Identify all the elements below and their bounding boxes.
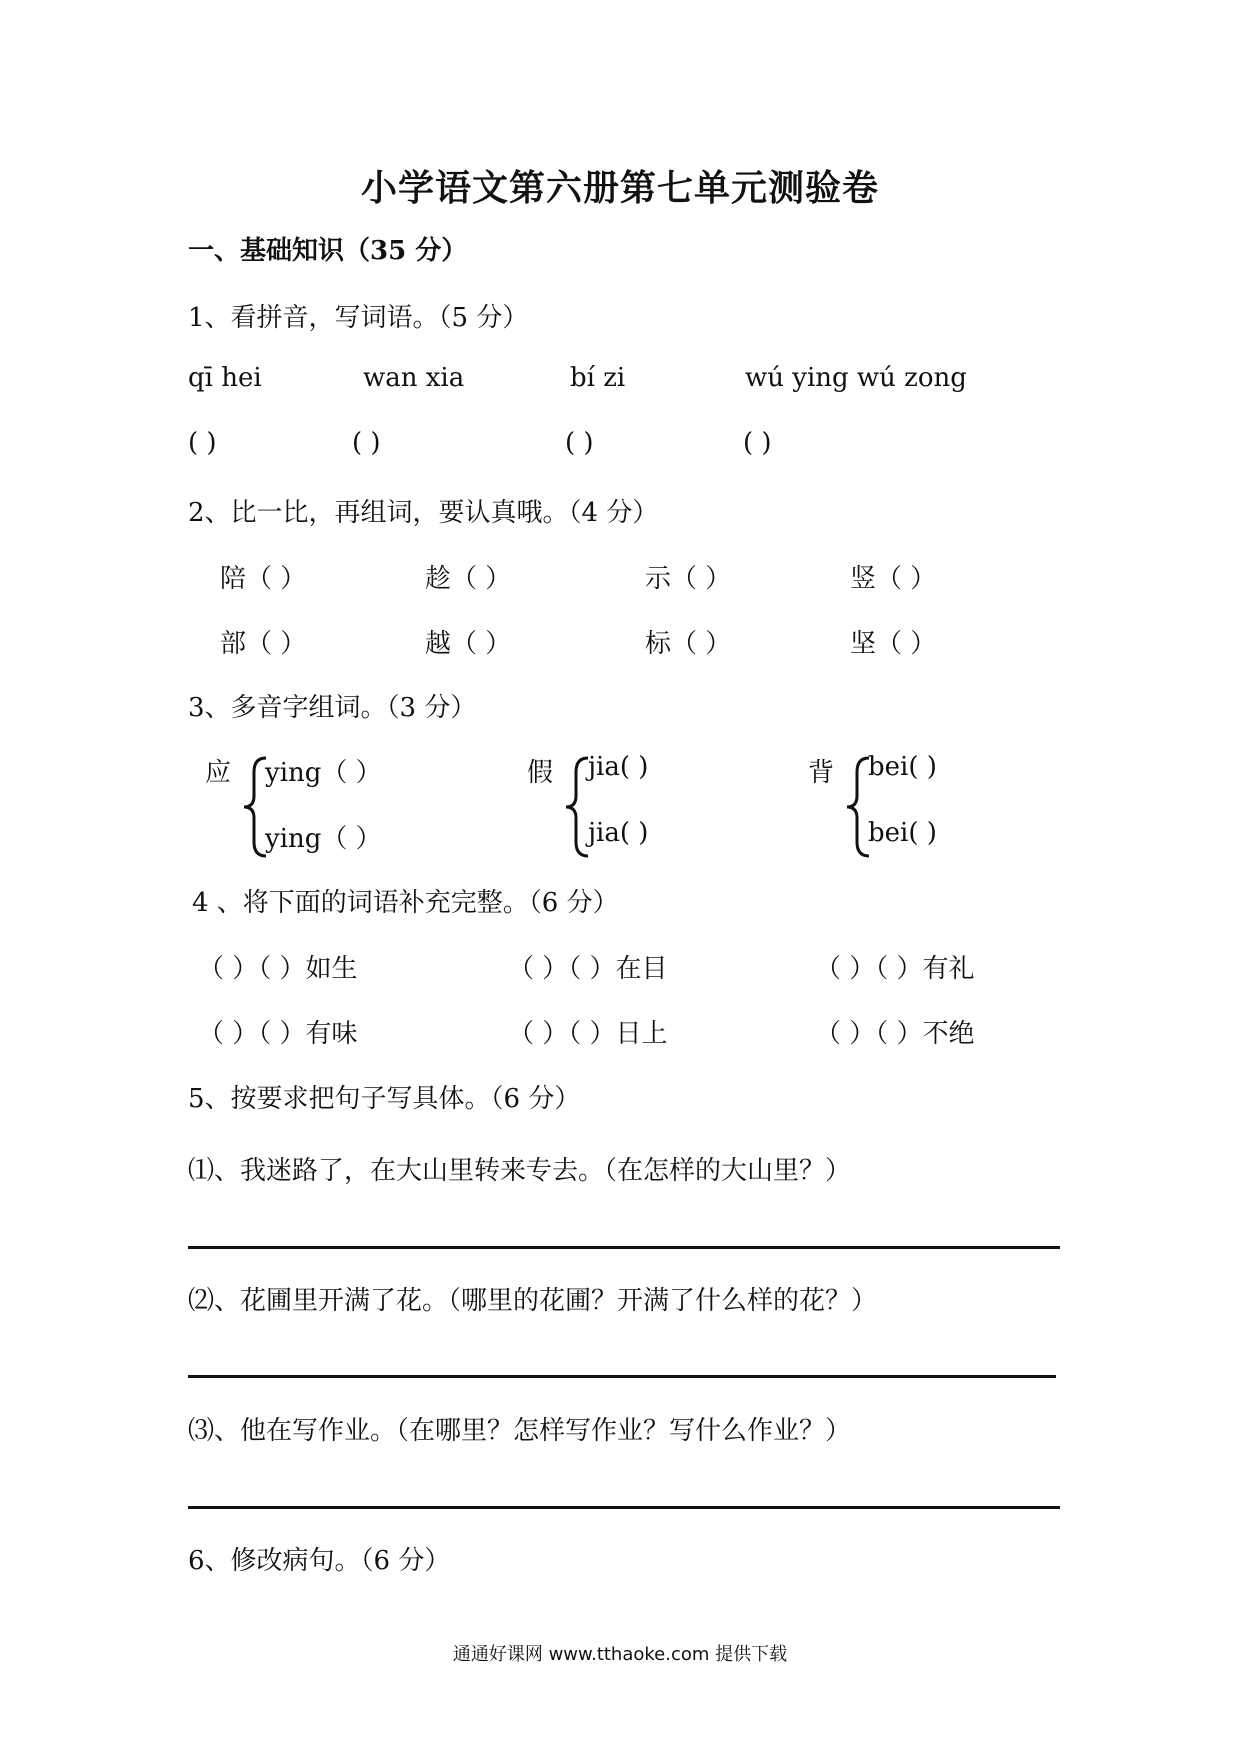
q5-heading: 5、按要求把句子写具体。（6 分） [188, 1084, 581, 1114]
q2-item[interactable]: 越（ ） [425, 629, 512, 659]
q2-item[interactable]: 坚（ ） [850, 629, 937, 659]
q5-prompt-2: ⑵、花圃里开满了花。（哪里的花圃？开满了什么样的花？） [188, 1286, 878, 1316]
q1-pinyin-1: qī hei [188, 363, 262, 393]
q1-pinyin-2: wan xia [363, 363, 465, 393]
q4-item[interactable]: （ ）（ ）有味 [198, 1019, 358, 1049]
q4-item[interactable]: （ ）（ ）不绝 [815, 1019, 975, 1049]
q2-item[interactable]: 部（ ） [220, 629, 307, 659]
q1-pinyin-3: bí zi [570, 363, 626, 393]
q6-heading: 6、修改病句。（6 分） [188, 1546, 451, 1576]
section-heading-basics: 一、基础知识（35 分） [188, 236, 468, 266]
q4-item[interactable]: （ ）（ ）有礼 [815, 954, 975, 984]
q3-char-jia: 假 [527, 758, 554, 788]
q1-blank-1[interactable]: ( ) [188, 428, 217, 458]
q3-heading: 3、多音字组词。（3 分） [188, 693, 477, 723]
q2-item[interactable]: 陪（ ） [220, 564, 307, 594]
q2-item[interactable]: 竖（ ） [850, 564, 937, 594]
q4-item[interactable]: （ ）（ ）日上 [508, 1019, 668, 1049]
q5-prompt-1: ⑴、我迷路了，在大山里转来专去。（在怎样的大山里？） [188, 1156, 852, 1186]
q3-reading[interactable]: ying（ ） [265, 824, 382, 854]
q2-heading: 2、比一比，再组词，要认真哦。（4 分） [188, 498, 659, 528]
q4-heading: 4 、将下面的词语补充完整。（6 分） [192, 888, 619, 918]
q2-item[interactable]: 示（ ） [645, 564, 732, 594]
q3-reading[interactable]: jia( ) [588, 818, 649, 848]
answer-line[interactable] [188, 1375, 1056, 1378]
q3-reading[interactable]: ying（ ） [265, 758, 382, 788]
q4-item[interactable]: （ ）（ ）如生 [198, 954, 358, 984]
q3-char-bei: 背 [808, 758, 835, 788]
q3-reading[interactable]: bei( ) [868, 818, 937, 848]
q2-item[interactable]: 趁（ ） [425, 564, 512, 594]
q1-blank-3[interactable]: ( ) [565, 428, 594, 458]
page-title: 小学语文第六册第七单元测验卷 [360, 167, 879, 209]
q1-blank-4[interactable]: ( ) [743, 428, 772, 458]
q2-item[interactable]: 标（ ） [645, 629, 732, 659]
answer-line[interactable] [188, 1246, 1060, 1249]
q3-reading[interactable]: bei( ) [868, 752, 937, 782]
q3-char-ying: 应 [205, 758, 232, 788]
q1-heading: 1、看拼音，写词语。（5 分） [188, 303, 529, 333]
answer-line[interactable] [188, 1506, 1060, 1509]
q1-pinyin-4: wú ying wú zong [745, 363, 967, 393]
q3-reading[interactable]: jia( ) [588, 752, 649, 782]
q4-item[interactable]: （ ）（ ）在目 [508, 954, 668, 984]
footer-source: 通通好课网 www.tthaoke.com 提供下载 [452, 1644, 788, 1665]
q5-prompt-3: ⑶、他在写作业。（在哪里？怎样写作业？写什么作业？） [188, 1416, 852, 1446]
q1-blank-2[interactable]: ( ) [352, 428, 381, 458]
